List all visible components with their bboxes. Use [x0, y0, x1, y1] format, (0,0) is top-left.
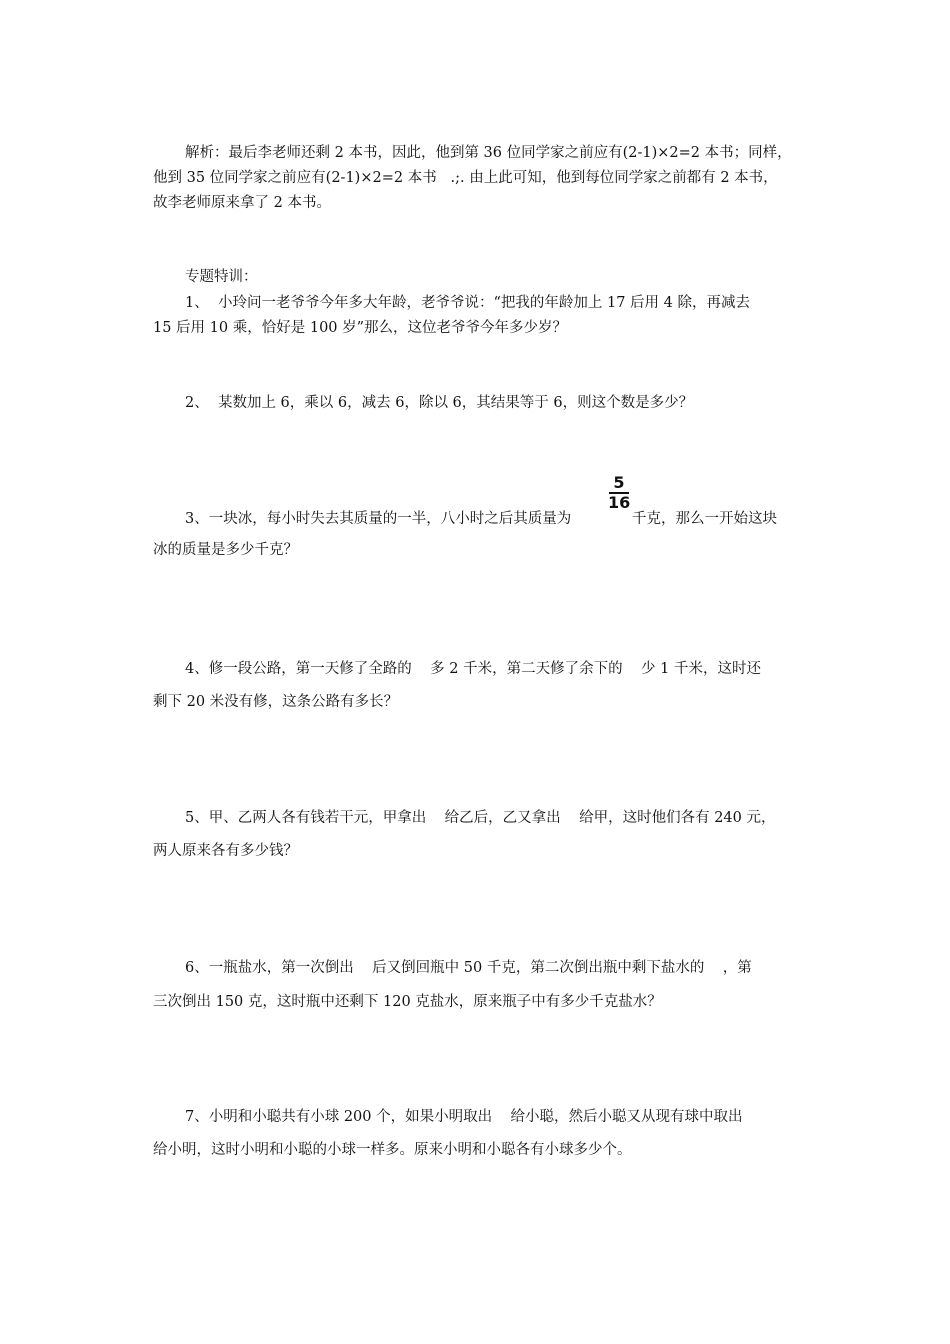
analysis-line-3: 故李老师原来拿了 2 本书。: [153, 195, 331, 211]
problem-4-line-1: 4、修一段公路，第一天修了全路的 多 2 千米，第二天修了余下的 少 1 千米，这时还: [185, 661, 761, 677]
section-title: 专题特训：: [185, 269, 258, 285]
fraction-5-16: [608, 474, 630, 512]
fraction-numerator: 5: [613, 473, 625, 492]
problem-3-line-1: 3、一块冰，每小时失去其质量的一半，八小时之后其质量为: [185, 511, 572, 527]
problem-3-line-2: 冰的质量是多少千克？: [153, 542, 298, 558]
problem-7-line-2: 给小明，这时小明和小聪的小球一样多。原来小明和小聪各有小球多少个。: [153, 1142, 632, 1158]
problem-5-line-1: 5、甲、乙两人各有钱若干元，甲拿出 给乙后，乙又拿出 给甲，这时他们各有 240 元，: [185, 810, 776, 826]
problem-5-line-2: 两人原来各有多少钱？: [153, 843, 298, 859]
problem-3-line-1-after: 千克，那么一开始这块: [632, 511, 777, 527]
problem-4-line-2: 剩下 20 米没有修，这条公路有多长？: [153, 694, 399, 710]
analysis-line-2: 他到 35 位同学家之前应有(2-1)×2=2 本书 .;. 由上此可知，他到每位同学家之前都有 2 本书，: [153, 170, 778, 186]
problem-6-line-1: 6、一瓶盐水，第一次倒出 后又倒回瓶中 50 千克，第二次倒出瓶中剩下盐水的 ，第: [185, 960, 752, 976]
problem-2-line-1: 2、 某数加上 6，乘以 6，减去 6，除以 6，其结果等于 6，则这个数是多少？: [185, 395, 694, 411]
problem-1-line-1: 1、 小玲问一老爷爷今年多大年龄，老爷爷说：“把我的年龄加上 17 后用 4 除，再减去: [185, 295, 750, 311]
problem-7-line-1: 7、小明和小聪共有小球 200 个，如果小明取出 给小聪，然后小聪又从现有球中取出: [185, 1109, 743, 1125]
problem-1-line-2: 15 后用 10 乘，恰好是 100 岁”那么，这位老爷爷今年多少岁？: [153, 320, 568, 336]
analysis-line-1: 解析：最后李老师还剩 2 本书，因此，他到第 36 位同学家之前应有(2-1)×2=2 本书；同样，: [185, 145, 792, 161]
fraction-denominator: 16: [608, 493, 631, 512]
problem-6-line-2: 三次倒出 150 克，这时瓶中还剩下 120 克盐水，原来瓶子中有多少千克盐水？: [153, 994, 662, 1010]
